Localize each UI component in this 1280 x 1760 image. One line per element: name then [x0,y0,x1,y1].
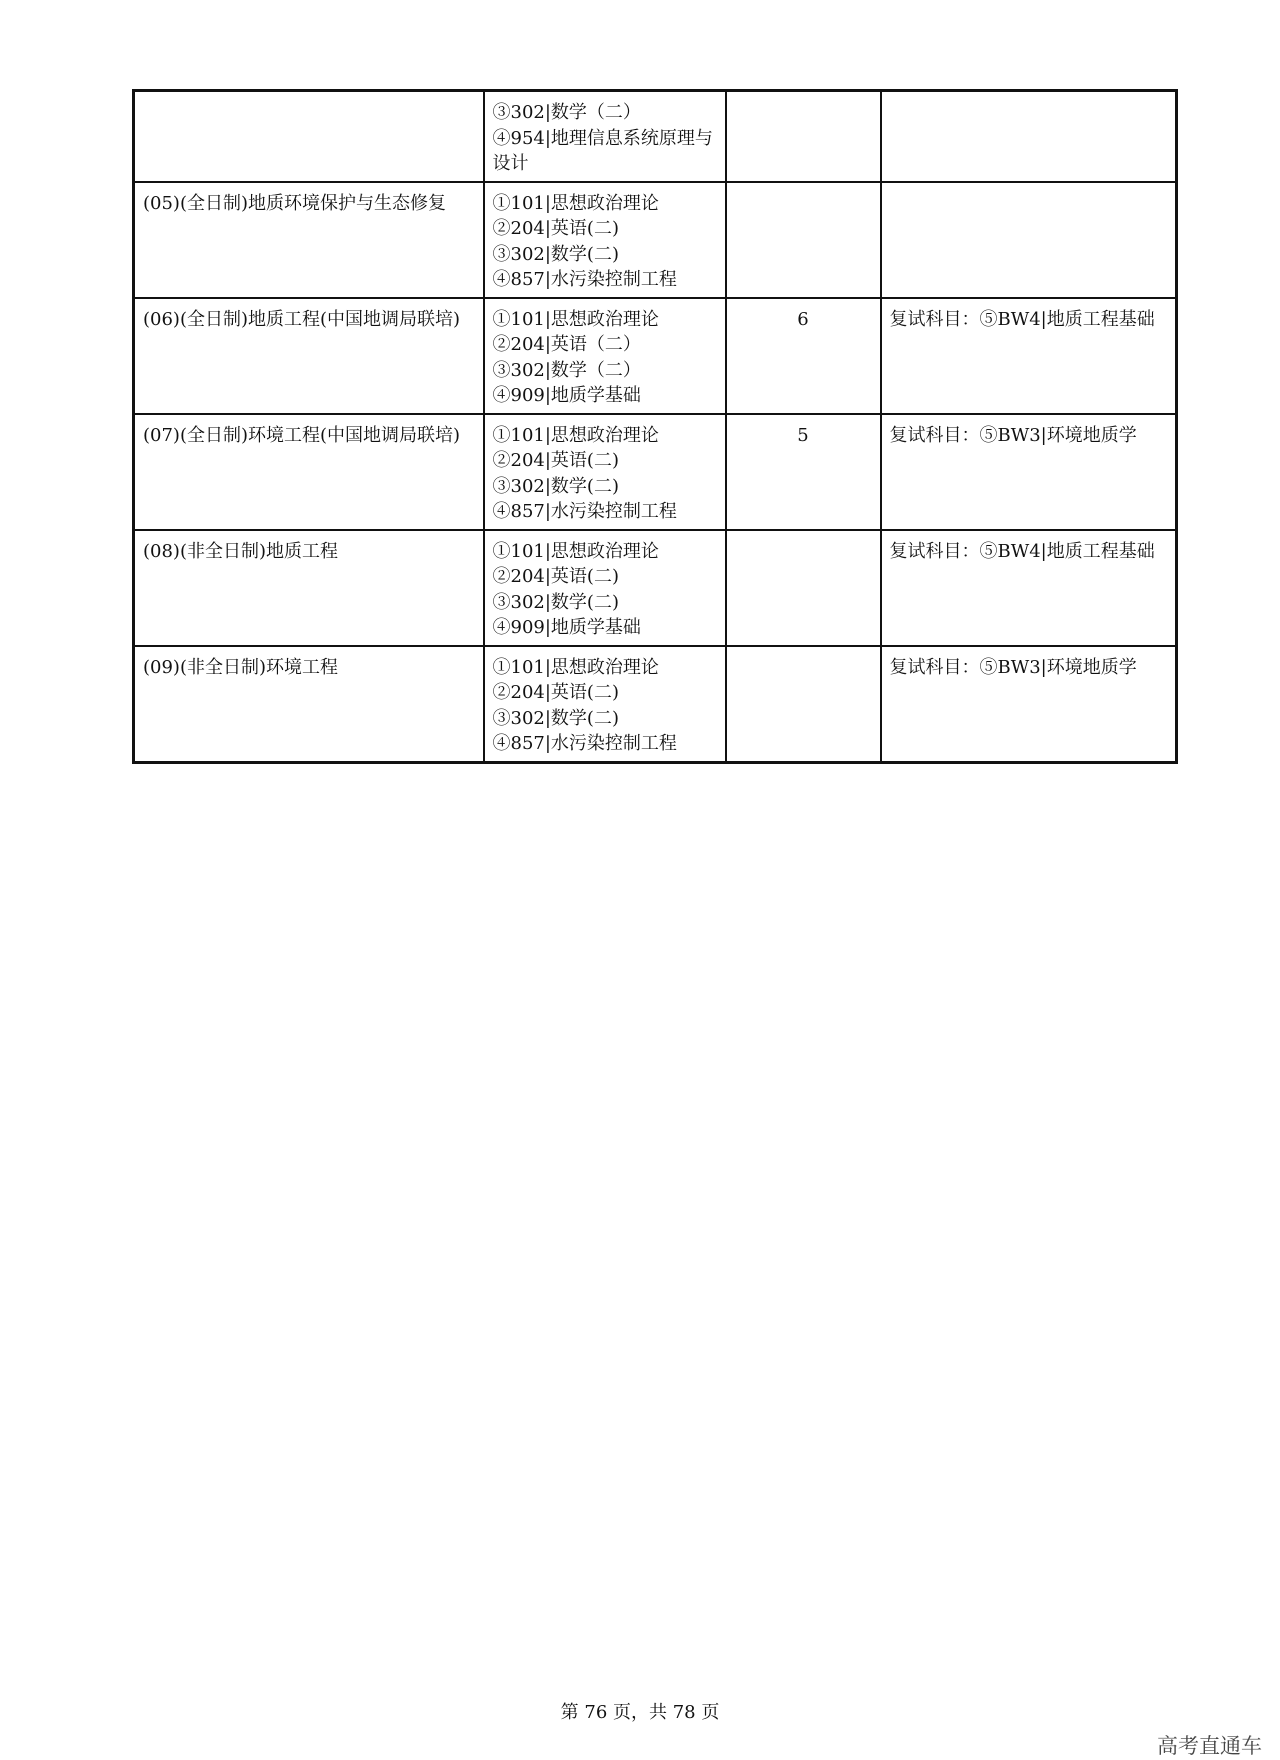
exam-subject: ②204|英语(二) [492,450,619,471]
exam-subject: ①101|思想政治理论 [492,308,659,330]
exam-subject: ①101|思想政治理论 [492,192,659,214]
watermark-text: 高考直通车 [1157,1734,1262,1758]
notes-cell [881,91,1177,182]
major-cell: (06)(全日制)地质工程(中国地调局联培) [134,298,484,414]
exam-subject: ③302|数学(二) [492,243,619,265]
quota-cell: 6 [726,298,881,414]
exam-subject: ④954|地理信息系统原理与设计 [492,127,713,174]
exam-subject: ④857|水污染控制工程 [492,269,677,290]
exam-subjects-cell [484,530,726,646]
table-row [134,646,1177,763]
notes-cell: 复试科目：⑤BW4|地质工程基础 [881,530,1177,646]
exam-subjects-cell [484,91,726,182]
exam-subjects-cell [484,414,726,530]
exam-subject: ③302|数学(二) [492,475,619,497]
exam-subject: ③302|数学（二） [492,359,641,381]
table-row [134,530,1177,646]
table-row [134,182,1177,298]
exam-subject: ①101|思想政治理论 [492,540,659,562]
table-row [134,298,1177,414]
quota-cell [726,182,881,298]
quota-cell [726,91,881,182]
table-body [134,91,1177,763]
notes-cell: 复试科目：⑤BW4|地质工程基础 [881,298,1177,414]
exam-subject: ③302|数学(二) [492,591,619,613]
quota-cell: 5 [726,414,881,530]
major-cell: (09)(非全日制)环境工程 [134,646,484,763]
major-cell [134,91,484,182]
exam-subject: ④857|水污染控制工程 [492,501,677,522]
exam-subject: ②204|英语（二） [492,334,641,355]
exam-subject: ①101|思想政治理论 [492,656,659,678]
major-cell: (05)(全日制)地质环境保护与生态修复 [134,182,484,298]
quota-cell [726,530,881,646]
notes-cell [881,182,1177,298]
exam-subjects-cell [484,646,726,763]
major-cell: (08)(非全日制)地质工程 [134,530,484,646]
admissions-table [132,89,1178,764]
exam-subject: ③302|数学(二) [492,707,619,729]
exam-subject: ②204|英语(二) [492,566,619,587]
exam-subject: ③302|数学（二） [492,102,641,123]
notes-cell: 复试科目：⑤BW3|环境地质学 [881,646,1177,763]
exam-subject: ①101|思想政治理论 [492,424,659,446]
exam-subject: ④909|地质学基础 [492,385,641,406]
exam-subject: ②204|英语(二) [492,682,619,703]
table-row [134,414,1177,530]
quota-cell [726,646,881,763]
exam-subject: ④909|地质学基础 [492,617,641,638]
exam-subject: ②204|英语(二) [492,218,619,239]
page-number: 第 76 页，共 78 页 [560,1702,720,1723]
exam-subjects-cell [484,182,726,298]
exam-subject: ④857|水污染控制工程 [492,733,677,754]
major-cell: (07)(全日制)环境工程(中国地调局联培) [134,414,484,530]
notes-cell: 复试科目：⑤BW3|环境地质学 [881,414,1177,530]
exam-subjects-cell [484,298,726,414]
table-row [134,91,1177,182]
